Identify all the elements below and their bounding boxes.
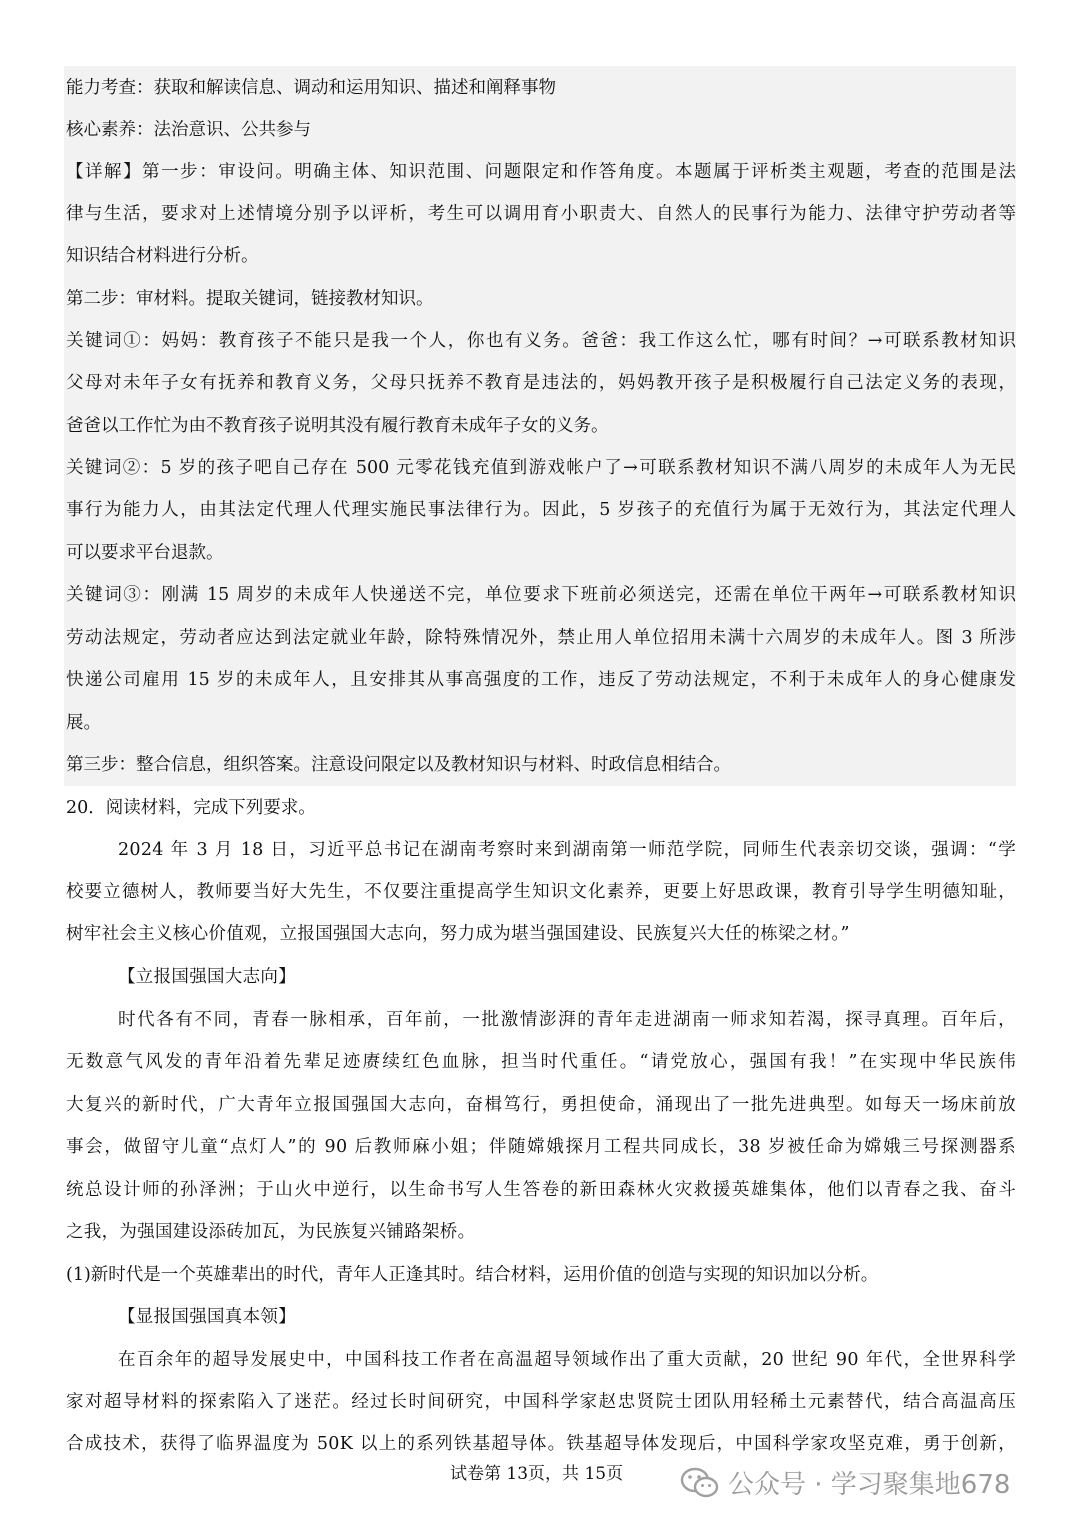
text-line: 事会，做留守儿童“点灯人”的 90 后教师麻小姐；伴随嫦娥探月工程共同成长，38 岁被任命为嫦娥三号探测器系 bbox=[66, 1137, 1016, 1157]
text-line: 劳动法规定，劳动者应达到法定就业年龄，除特殊情况外，禁止用人单位招用未满十六周岁的未成年人。图 3 所涉 bbox=[66, 628, 1016, 648]
text-line: 快递公司雇用 15 岁的未成年人，且安排其从事高强度的工作，违反了劳动法规定，不利于未成年人的身心健康发 bbox=[66, 670, 1016, 690]
text-line: 知识结合材料进行分析。 bbox=[66, 246, 259, 266]
text-line: 【立报国强国大志向】 bbox=[118, 967, 296, 987]
text-line: 事行为能力人，由其法定代理人代理实施民事法律行为。因此，5 岁孩子的充值行为属于无效行为，其法定代理人 bbox=[66, 500, 1016, 520]
text-line: 【详解】第一步：审设问。明确主体、知识范围、问题限定和作答角度。本题属于评析类主观题，考查的范围是法 bbox=[66, 162, 1016, 182]
text-line: 2024 年 3 月 18 日，习近平总书记在湖南考察时来到湖南第一师范学院，同师生代表亲切交谈，强调：“学 bbox=[118, 840, 1016, 860]
text-line: (1)新时代是一个英雄辈出的时代，青年人正逢其时。结合材料，运用价值的创造与实现的知识加以分析。 bbox=[66, 1265, 879, 1285]
wechat-icon bbox=[680, 1466, 720, 1500]
text-line: 合成技术，获得了临界温度为 50K 以上的系列铁基超导体。铁基超导体发现后，中国科学家攻坚克难，勇于创新， bbox=[66, 1434, 1016, 1454]
text-line: 校要立德树人，教师要当好大先生，不仅要注重提高学生知识文化素养，更要上好思政课，教育引导学生明德知耻， bbox=[66, 882, 1016, 902]
text-line: 第三步：整合信息，组织答案。注意设问限定以及教材知识与材料、时政信息相结合。 bbox=[66, 755, 731, 775]
text-line: 爸爸以工作忙为由不教育孩子说明其没有履行教育未成年子女的义务。 bbox=[66, 416, 609, 436]
text-line: 大复兴的新时代，广大青年立报国强国大志向，奋楫笃行，勇担使命，涌现出了一批先进典型。如每天一场床前放 bbox=[66, 1095, 1016, 1115]
page-footer: 试卷第 13页，共 15页 bbox=[450, 1464, 624, 1484]
text-line: 统总设计师的孙泽洲；于山火中逆行，以生命书写人生答卷的新田森林火灾救援英雄集体，他们以青春之我、奋斗 bbox=[66, 1180, 1016, 1200]
text-line: 可以要求平台退款。 bbox=[66, 543, 224, 563]
text-line: 第二步：审材料。提取关键词，链接教材知识。 bbox=[66, 289, 434, 309]
text-line: 时代各有不同，青春一脉相承，百年前，一批激情澎湃的青年走进湖南一师求知若渴，探寻真理。百年后， bbox=[118, 1010, 1016, 1030]
text-line: 律与生活，要求对上述情境分别予以评析，考生可以调用育小职责大、自然人的民事行为能力、法律守护劳动者等 bbox=[66, 204, 1016, 224]
text-line: 关键词③：刚满 15 周岁的未成年人快递送不完，单位要求下班前必须送完，还需在单位干两年→可联系教材知识 bbox=[66, 585, 1016, 605]
watermark bbox=[680, 1464, 1010, 1501]
text-line: 在百余年的超导发展史中，中国科技工作者在高温超导领域作出了重大贡献，20 世纪 90 年代，全世界科学 bbox=[118, 1350, 1016, 1370]
text-line: 展。 bbox=[66, 713, 101, 733]
text-line: 能力考查：获取和解读信息、调动和运用知识、描述和阐释事物 bbox=[66, 78, 556, 98]
text-line: 关键词②：5 岁的孩子吧自己存在 500 元零花钱充值到游戏帐户了→可联系教材知识不满八周岁的未成年人为无民 bbox=[66, 458, 1016, 478]
text-line: 父母对未年子女有抚养和教育义务，父母只抚养不教育是违法的，妈妈教开孩子是积极履行自己法定义务的表现， bbox=[66, 373, 1016, 393]
text-line: 核心素养：法治意识、公共参与 bbox=[66, 120, 311, 140]
text-line: 无数意气风发的青年沿着先辈足迹赓续红色血脉，担当时代重任。“请党放心，强国有我！”在实现中华民族伟 bbox=[66, 1052, 1016, 1072]
text-line: 【显报国强国真本领】 bbox=[118, 1307, 296, 1327]
text-line: 家对超导材料的探索陷入了迷茫。经过长时间研究，中国科学家赵忠贤院士团队用轻稀土元素替代，结合高温高压 bbox=[66, 1392, 1016, 1412]
watermark-text: 公众号 · 学习聚集地678 bbox=[728, 1470, 1011, 1500]
text-line: 树牢社会主义核心价值观，立报国强国大志向，努力成为堪当强国建设、民族复兴大任的栋梁之材。” bbox=[66, 924, 850, 944]
text-line: 关键词①：妈妈：教育孩子不能只是我一个人，你也有义务。爸爸：我工作这么忙，哪有时间？→可联系教材知识 bbox=[66, 331, 1016, 351]
text-line: 之我，为强国建设添砖加瓦，为民族复兴铺路架桥。 bbox=[66, 1222, 476, 1242]
text-line: 20．阅读材料，完成下列要求。 bbox=[66, 798, 316, 818]
